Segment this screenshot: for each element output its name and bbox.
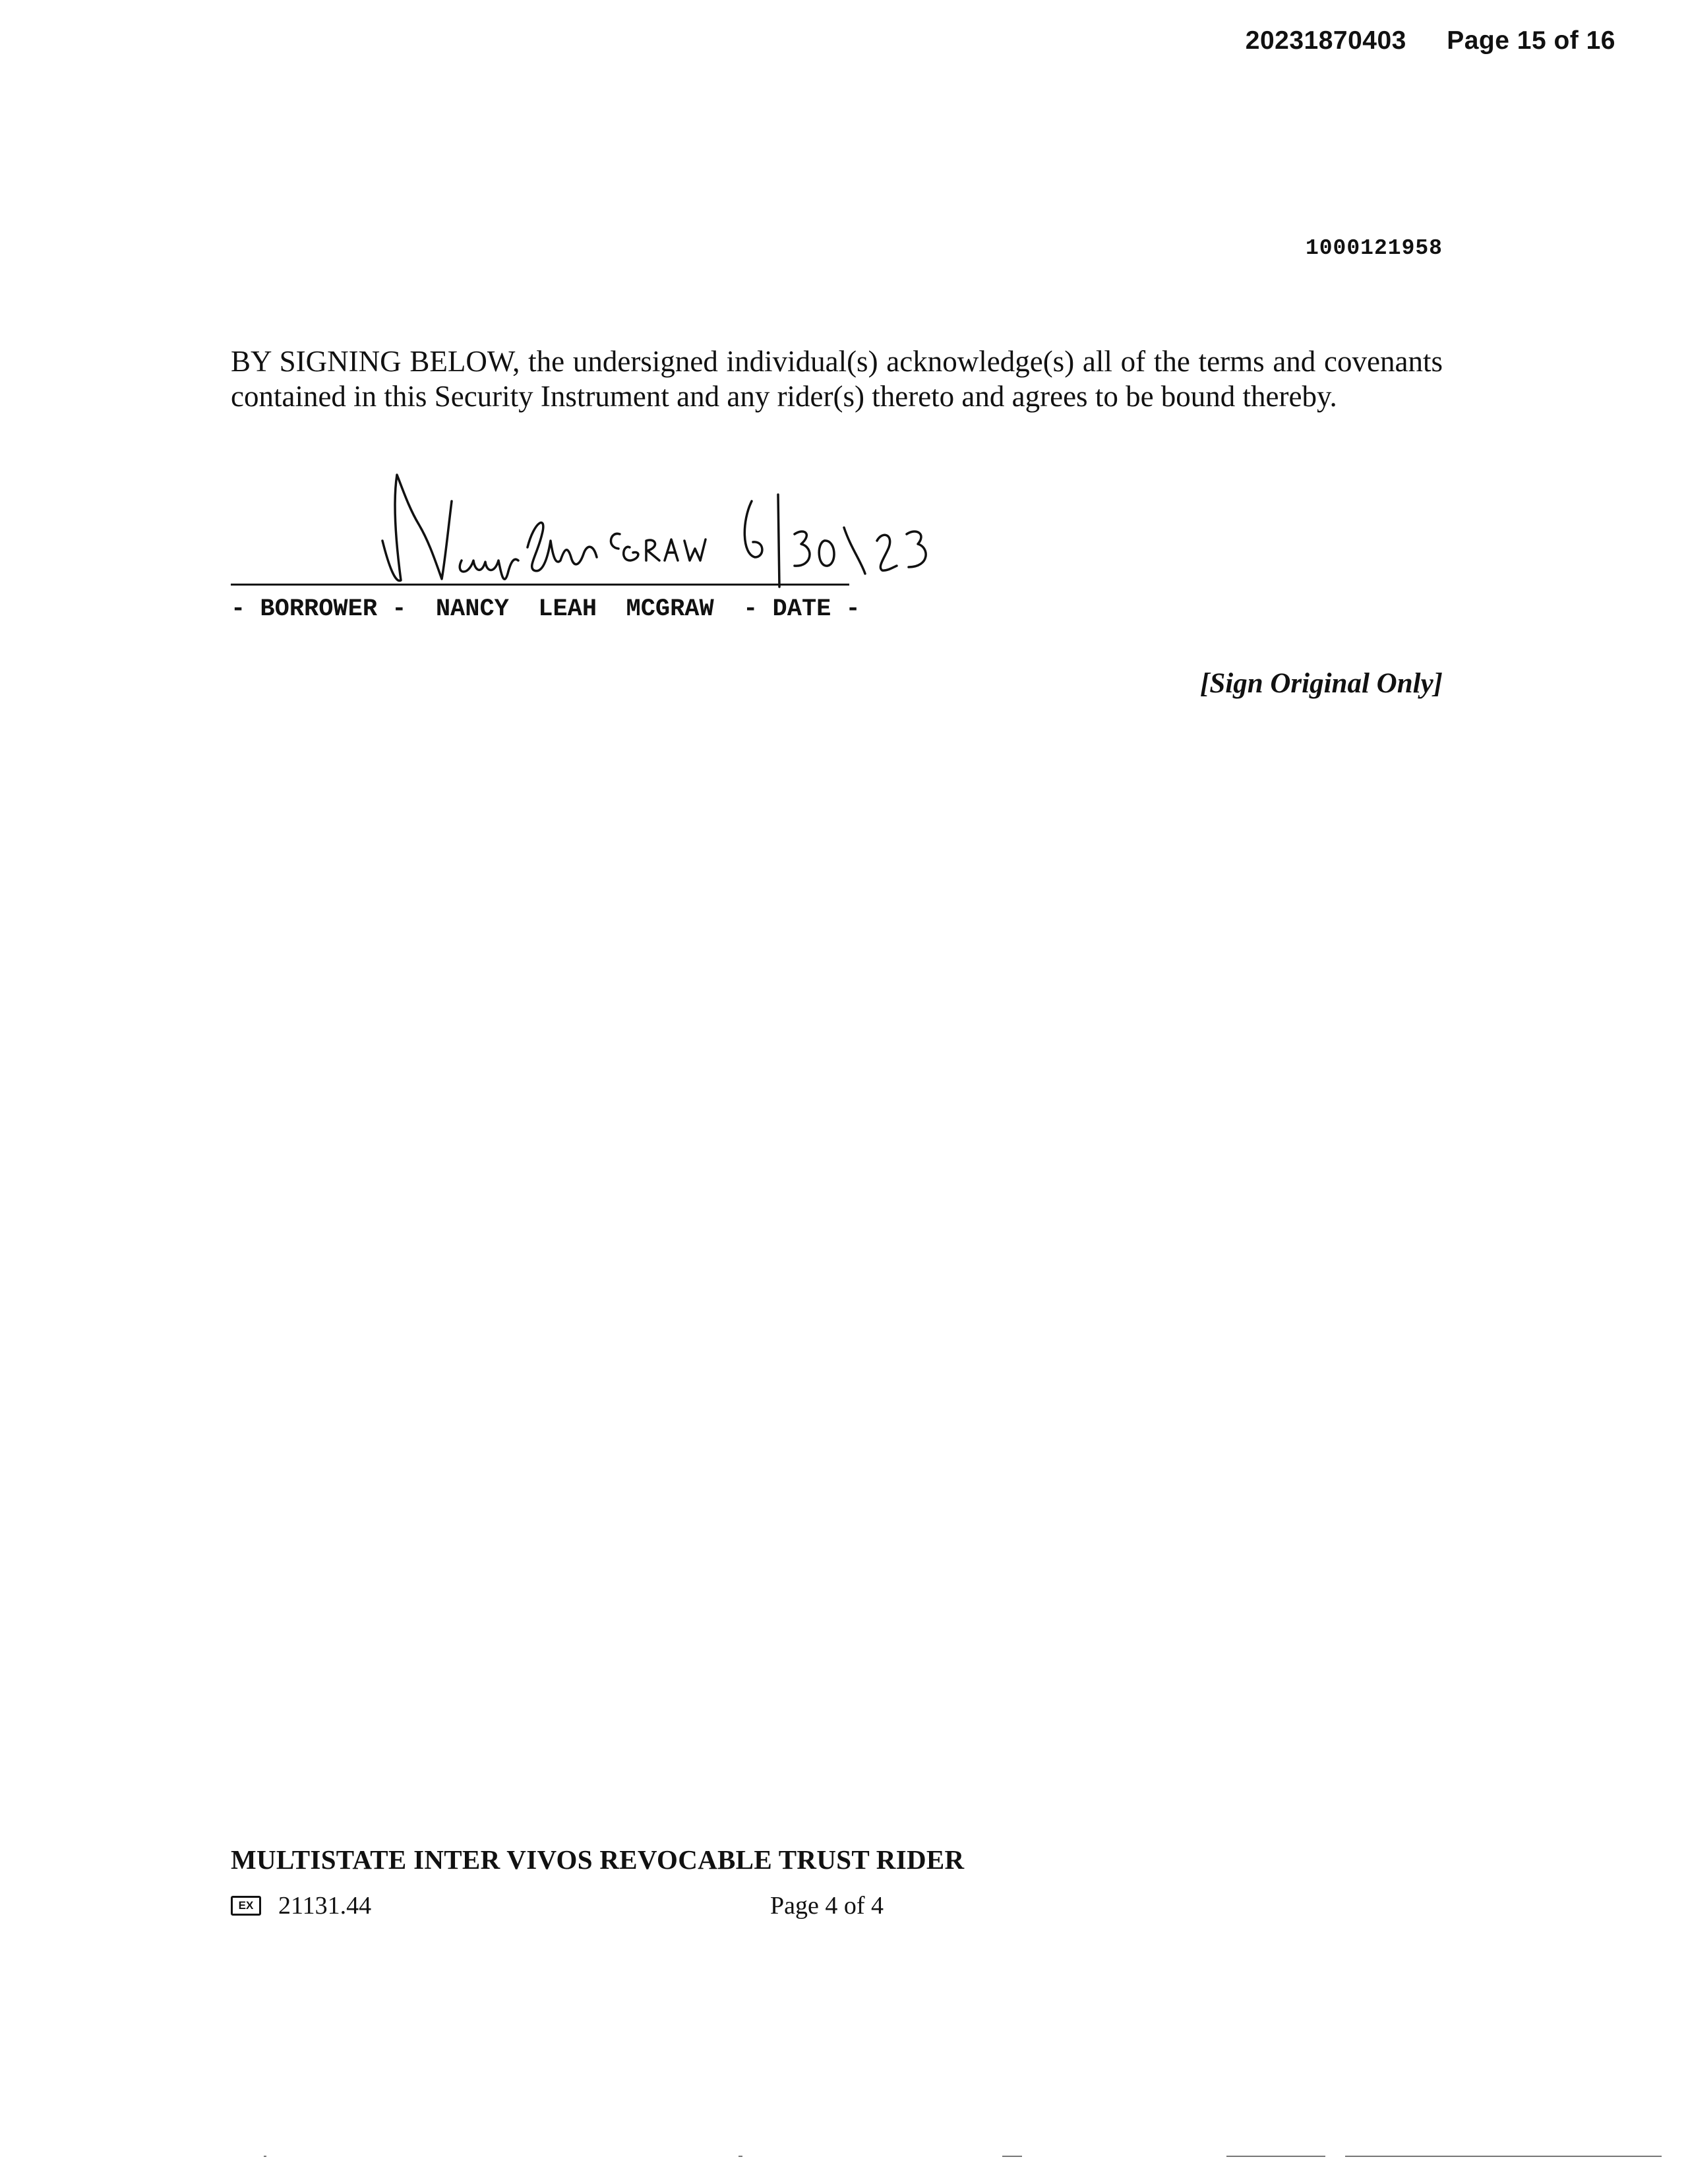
acknowledgment-paragraph: BY SIGNING BELOW, the undersigned individual(s) acknowledge(s) all of the terms and covenants contained in this Security Instrument and any rider(s) thereto and agrees to be bound thereby.: [231, 345, 1443, 413]
borrower-signature: [369, 462, 1002, 593]
recording-header: [1246, 26, 1615, 55]
form-number: 21131.44: [278, 1892, 372, 1920]
recording-number: 20231870403: [1245, 26, 1406, 55]
loan-number: 1000121958: [1305, 236, 1443, 260]
scan-artifact-marks: [0, 2148, 1688, 2168]
form-id-row: [231, 1891, 371, 1920]
ex-form-icon: EX: [231, 1896, 261, 1916]
rider-title: MULTISTATE INTER VIVOS REVOCABLE TRUST RIDER: [231, 1844, 965, 1875]
signature-line: [231, 584, 849, 586]
form-page-number: Page 4 of 4: [770, 1892, 884, 1920]
sign-original-note: [Sign Original Only]: [1200, 668, 1443, 699]
signature-caption: - BORROWER - NANCY LEAH MCGRAW - DATE -: [231, 595, 860, 623]
recording-page: Page 15 of 16: [1447, 26, 1615, 55]
